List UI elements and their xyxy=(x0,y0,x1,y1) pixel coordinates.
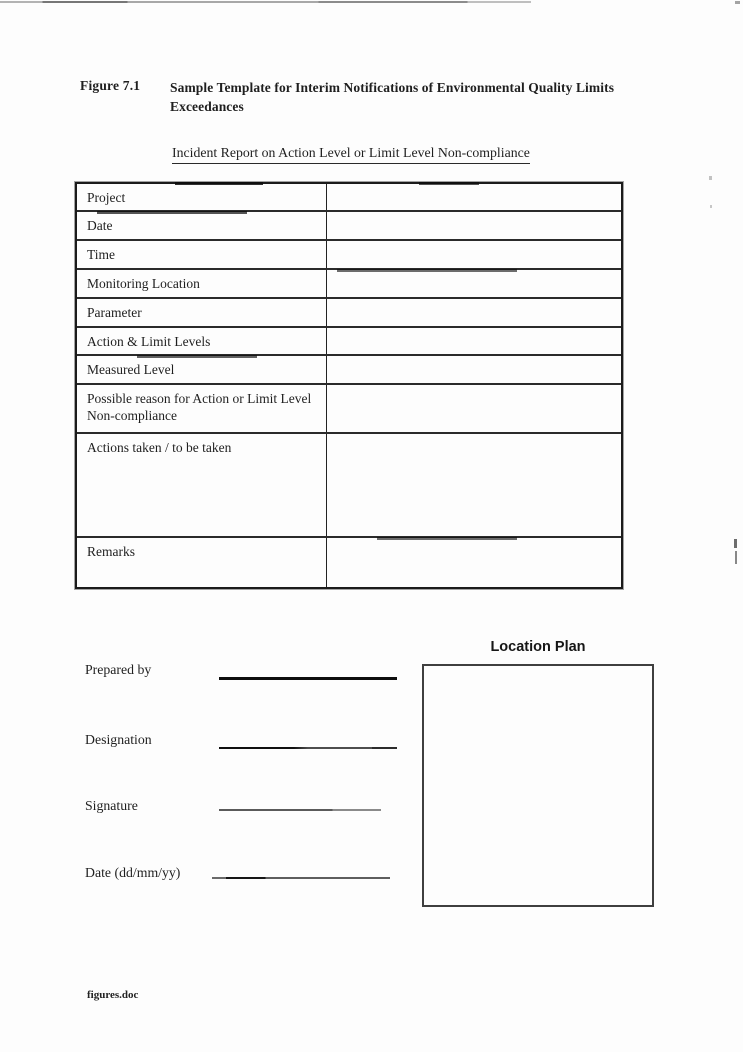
scan-artifact-top-right xyxy=(735,1,740,4)
row-label: Time xyxy=(77,241,327,268)
row-label: Action & Limit Levels xyxy=(77,328,327,354)
row-value xyxy=(327,328,621,354)
report-subtitle: Incident Report on Action Level or Limit Level Non-compliance xyxy=(172,145,530,164)
prepared-by-label: Prepared by xyxy=(85,662,152,677)
table-row-monitoring-location xyxy=(77,270,621,299)
scan-artifact-speck xyxy=(709,176,712,180)
date-label: Date (dd/mm/yy) xyxy=(85,865,181,880)
row-label: Monitoring Location xyxy=(77,270,327,297)
scan-smudge xyxy=(377,537,517,540)
signature-blank-line xyxy=(219,809,381,811)
scan-smudge xyxy=(97,211,247,214)
row-label: Parameter xyxy=(77,299,327,326)
document-title xyxy=(170,78,680,116)
row-value xyxy=(327,356,621,383)
location-plan-box xyxy=(422,664,654,907)
scan-artifact-speck xyxy=(734,539,737,548)
scan-smudge xyxy=(419,182,479,185)
row-value xyxy=(327,385,621,432)
scan-artifact-top-line xyxy=(0,1,531,3)
document-title-line2: Exceedances xyxy=(170,99,244,114)
table-row-remarks xyxy=(77,538,621,587)
designation-blank-line xyxy=(219,747,397,749)
scan-artifact-speck xyxy=(735,551,737,564)
table-row-measured-level xyxy=(77,356,621,385)
table-row-project xyxy=(77,184,621,212)
row-label: Actions taken / to be taken xyxy=(77,434,327,536)
table-row-action-limit-levels xyxy=(77,328,621,356)
table-row-possible-reason xyxy=(77,385,621,434)
scan-artifact-speck xyxy=(710,205,712,208)
row-value xyxy=(327,241,621,268)
table-row-date xyxy=(77,212,621,241)
row-value xyxy=(327,270,621,297)
row-label: Measured Level xyxy=(77,356,327,383)
figure-label: Figure 7.1 xyxy=(80,78,141,93)
row-value xyxy=(327,212,621,239)
row-label: Date xyxy=(77,212,327,239)
incident-report-table xyxy=(75,182,623,589)
document-title-line1: Sample Template for Interim Notifications of Environmental Quality Limits xyxy=(170,80,615,95)
row-label: Possible reason for Action or Limit Level Non-compliance xyxy=(77,385,327,432)
row-value xyxy=(327,299,621,326)
row-value xyxy=(327,184,621,210)
row-label: Remarks xyxy=(77,538,327,587)
row-label: Project xyxy=(77,184,327,210)
table-row-actions-taken xyxy=(77,434,621,538)
table-row-parameter xyxy=(77,299,621,328)
date-blank-line xyxy=(212,877,390,879)
row-value xyxy=(327,434,621,536)
table-row-time xyxy=(77,241,621,270)
designation-label: Designation xyxy=(85,732,152,747)
footer-filename: figures.doc xyxy=(87,989,139,1001)
prepared-by-blank-line xyxy=(219,677,397,680)
scan-smudge xyxy=(337,269,517,272)
row-value xyxy=(327,538,621,587)
scan-smudge xyxy=(175,182,263,185)
scan-smudge xyxy=(137,355,257,358)
location-plan-title: Location Plan xyxy=(490,639,586,655)
signature-label: Signature xyxy=(85,798,138,813)
